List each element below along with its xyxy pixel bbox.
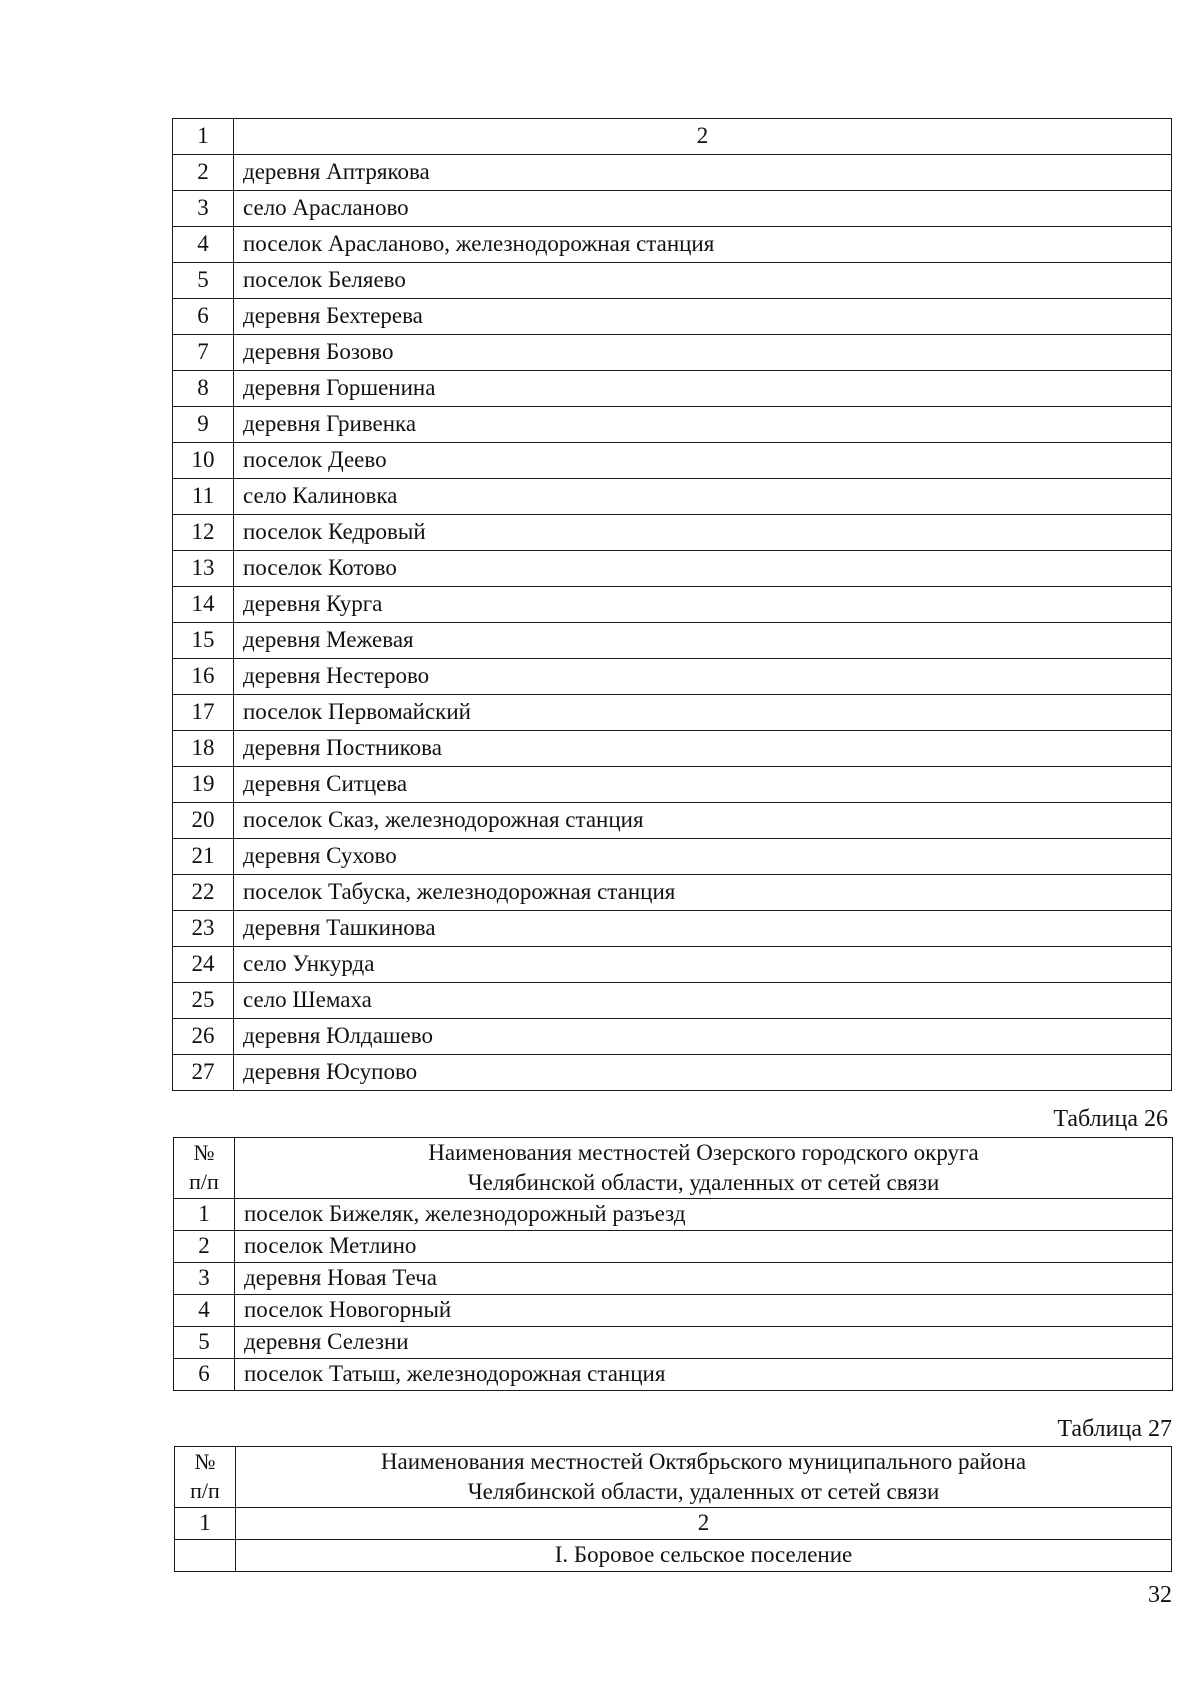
table-row — [173, 299, 1172, 335]
table-row — [173, 839, 1172, 875]
locality-name: деревня Ситцева — [234, 767, 1172, 803]
table-row — [173, 191, 1172, 227]
locality-name: деревня Сухово — [234, 839, 1172, 875]
table-row — [173, 515, 1172, 551]
table-header-row — [175, 1447, 1172, 1508]
table-row — [173, 947, 1172, 983]
row-number: 20 — [173, 803, 234, 839]
row-number: 25 — [173, 983, 234, 1019]
row-number: 12 — [173, 515, 234, 551]
locality-name: деревня Гривенка — [234, 407, 1172, 443]
section-number-cell — [175, 1539, 236, 1571]
table-row — [174, 1262, 1173, 1294]
table-row — [174, 1326, 1173, 1358]
table-row — [173, 155, 1172, 191]
row-number: 9 — [173, 407, 234, 443]
table-row — [173, 731, 1172, 767]
table-row — [173, 587, 1172, 623]
locality-name: поселок Табуска, железнодорожная станция — [234, 875, 1172, 911]
table-header-row — [174, 1138, 1173, 1199]
locality-name: село Арасланово — [234, 191, 1172, 227]
table-row — [173, 551, 1172, 587]
header-title-line-2: Челябинской области, удаленных от сетей связи — [467, 1169, 940, 1195]
locality-name: деревня Бозово — [234, 335, 1172, 371]
number-column-header — [175, 1447, 236, 1508]
locality-name: поселок Деево — [234, 443, 1172, 479]
row-number: 11 — [173, 479, 234, 515]
page-number: 32 — [1148, 1582, 1172, 1608]
locality-name: деревня Новая Теча — [235, 1262, 1173, 1294]
table-row — [174, 1198, 1173, 1230]
row-number: 8 — [173, 371, 234, 407]
locality-name: поселок Метлино — [235, 1230, 1173, 1262]
row-number: 7 — [173, 335, 234, 371]
name-column-header — [236, 1447, 1172, 1508]
locality-name: деревня Постникова — [234, 731, 1172, 767]
row-number: 15 — [173, 623, 234, 659]
table-row — [173, 1019, 1172, 1055]
locality-name: деревня Ташкинова — [234, 911, 1172, 947]
locality-name: деревня Нестерово — [234, 659, 1172, 695]
table-row — [173, 803, 1172, 839]
locality-name: деревня Селезни — [235, 1326, 1173, 1358]
row-number: 4 — [174, 1294, 235, 1326]
locations-table-continued — [172, 118, 1172, 1091]
table-row — [174, 1294, 1173, 1326]
table-row — [173, 335, 1172, 371]
table-row — [173, 407, 1172, 443]
table-row — [173, 479, 1172, 515]
section-row — [175, 1539, 1172, 1571]
table-row — [173, 983, 1172, 1019]
row-number: 3 — [173, 191, 234, 227]
locality-name: поселок Котово — [234, 551, 1172, 587]
column-index-2: 2 — [236, 1507, 1172, 1539]
row-number: 22 — [173, 875, 234, 911]
row-number: 19 — [173, 767, 234, 803]
column-index-row — [175, 1507, 1172, 1539]
name-column-header — [235, 1138, 1173, 1199]
section-title: I. Боровое сельское поселение — [236, 1539, 1172, 1571]
table-row — [173, 623, 1172, 659]
row-number: 6 — [174, 1358, 235, 1390]
table-row — [173, 659, 1172, 695]
column-index-2: 2 — [234, 119, 1172, 155]
table-row — [173, 443, 1172, 479]
row-number: 6 — [173, 299, 234, 335]
table-row — [173, 911, 1172, 947]
row-number: 26 — [173, 1019, 234, 1055]
row-number: 16 — [173, 659, 234, 695]
locality-name: село Шемаха — [234, 983, 1172, 1019]
number-abbrev: п/п — [190, 1477, 220, 1503]
column-index-1: 1 — [173, 119, 234, 155]
locality-name: поселок Беляево — [234, 263, 1172, 299]
table-row — [173, 875, 1172, 911]
header-title-line-2: Челябинской области, удаленных от сетей связи — [467, 1478, 940, 1504]
locality-name: поселок Первомайский — [234, 695, 1172, 731]
header-title-line-1: Наименования местностей Октябрьского муниципального района — [380, 1449, 1027, 1474]
row-number: 14 — [173, 587, 234, 623]
locality-name: деревня Юсупово — [234, 1055, 1172, 1091]
locality-name: поселок Арасланово, железнодорожная станция — [234, 227, 1172, 263]
row-number: 5 — [173, 263, 234, 299]
table-row — [173, 1055, 1172, 1091]
number-sign: № — [193, 1140, 215, 1166]
row-number: 27 — [173, 1055, 234, 1091]
locality-name: поселок Татыш, железнодорожная станция — [235, 1358, 1173, 1390]
table-26-caption: Таблица 26 — [1053, 1106, 1168, 1132]
table-row — [173, 263, 1172, 299]
row-number: 17 — [173, 695, 234, 731]
row-number: 3 — [174, 1262, 235, 1294]
number-column-header — [174, 1138, 235, 1199]
locality-name: деревня Горшенина — [234, 371, 1172, 407]
locality-name: село Ункурда — [234, 947, 1172, 983]
locality-name: деревня Юлдашево — [234, 1019, 1172, 1055]
locality-name: поселок Сказ, железнодорожная станция — [234, 803, 1172, 839]
row-number: 23 — [173, 911, 234, 947]
locality-name: село Калиновка — [234, 479, 1172, 515]
row-number: 4 — [173, 227, 234, 263]
locality-name: поселок Новогорный — [235, 1294, 1173, 1326]
header-title-line-1: Наименования местностей Озерского городского округа — [428, 1140, 979, 1165]
table-26 — [173, 1137, 1173, 1391]
locality-name: деревня Курга — [234, 587, 1172, 623]
table-row — [174, 1230, 1173, 1262]
table-row — [173, 695, 1172, 731]
row-number: 18 — [173, 731, 234, 767]
table-row — [174, 1358, 1173, 1390]
column-index-1: 1 — [175, 1507, 236, 1539]
table-row — [173, 371, 1172, 407]
table-27 — [174, 1446, 1172, 1572]
row-number: 2 — [173, 155, 234, 191]
locality-name: деревня Межевая — [234, 623, 1172, 659]
number-abbrev: п/п — [189, 1168, 219, 1194]
locality-name: деревня Аптрякова — [234, 155, 1172, 191]
number-sign: № — [194, 1449, 216, 1475]
locality-name: поселок Кедровый — [234, 515, 1172, 551]
row-number: 10 — [173, 443, 234, 479]
row-number: 21 — [173, 839, 234, 875]
table-27-caption: Таблица 27 — [1057, 1416, 1172, 1442]
column-index-row — [173, 119, 1172, 155]
row-number: 1 — [174, 1198, 235, 1230]
row-number: 5 — [174, 1326, 235, 1358]
table-row — [173, 227, 1172, 263]
row-number: 24 — [173, 947, 234, 983]
locality-name: деревня Бехтерева — [234, 299, 1172, 335]
row-number: 2 — [174, 1230, 235, 1262]
row-number: 13 — [173, 551, 234, 587]
table-row — [173, 767, 1172, 803]
locality-name: поселок Бижеляк, железнодорожный разъезд — [235, 1198, 1173, 1230]
